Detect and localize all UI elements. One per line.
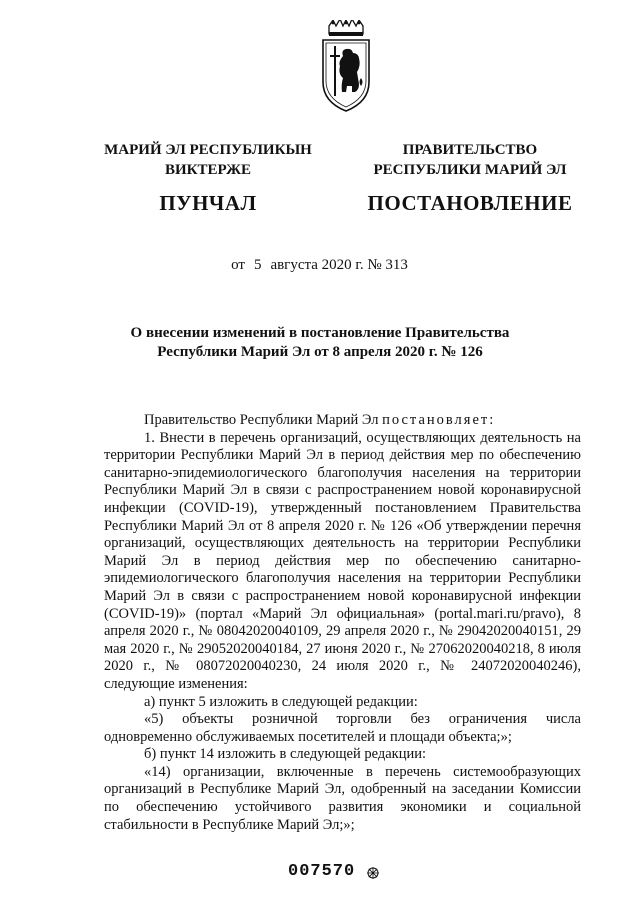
serial-number: 007570 <box>288 862 356 881</box>
document-title <box>70 324 570 362</box>
paragraph-1: 1. Внести в перечень организаций, осуществляющих деятельность на территории Республики Марий Эл в период действия мер по обеспечению санитарно-эпидемиологического благополучия населения на территории Республики Марий Эл в связи с распространением новой коронавирусной инфекции (COVID-19), утвержденный постановлением Правительства Республики Марий Эл от 8 апреля 2020 г. № 126 «Об утверждении перечня организаций, осуществляющих деятельность на территории Республики Марий Эл в период действия мер по обеспечению санитарно-эпидемиологического благополучия населения на территории Республики Марий Эл в связи с распространением новой коронавирусной инфекции (COVID-19)» (портал «Марий Эл официальная» (portal.mari.ru/pravo), 8 апреля 2020 г., № 08042020040109, 29 апреля 2020 г., № 29042020040151, 29 мая 2020 г., № 29052020040184, 27 июня 2020 г., № 27062020040218, 8 июля 2020 г., № 08072020040230, 24 июля 2020 г., № 24072020040246), следующие изменения: <box>104 429 581 692</box>
dateline-from: от <box>231 257 245 273</box>
intro-subject: Правительство Республики Марий Эл <box>144 412 379 428</box>
header-right-russian <box>362 140 578 216</box>
dateline-number: 313 <box>385 257 408 273</box>
dateline-month-year: августа 2020 г. № <box>270 257 382 273</box>
header-right-line2: РЕСПУБЛИКИ МАРИЙ ЭЛ <box>373 162 567 178</box>
title-line2: Республики Марий Эл от 8 апреля 2020 г. № 126 <box>157 344 483 360</box>
paragraph-a: а) пункт 5 изложить в следующей редакции: <box>144 693 418 710</box>
seal-star-icon <box>366 866 380 880</box>
title-line1: О внесении изменений в постановление Правительства <box>130 325 510 341</box>
paragraph-a-text: «5) объекты розничной торговли без ограничения числа одновременно обслуживаемых посетителей и площади объекта;»; <box>104 711 581 745</box>
header-left-mari <box>92 140 324 216</box>
dateline-day: 5 <box>253 257 262 273</box>
intro-verb: постановляет: <box>382 412 496 428</box>
document-dateline <box>0 257 639 274</box>
header-left-doctype: ПУНЧАЛ <box>159 191 257 215</box>
header-left-line1: МАРИЙ ЭЛ РЕСПУБЛИКЫН <box>104 142 312 158</box>
paragraph-b: б) пункт 14 изложить в следующей редакции: <box>144 746 426 763</box>
header-right-line1: ПРАВИТЕЛЬСТВО <box>402 142 538 158</box>
header-left-line2: ВИКТЕРЖЕ <box>164 162 252 178</box>
paragraph-b-text: «14) организации, включенные в перечень системообразующих организаций в Республике Марий Эл, одобренный на заседании Комиссии по обеспечению устойчивого развития экономики и социальной стабильности в Республике Марий Эл;»; <box>104 763 581 833</box>
document-body <box>104 412 581 834</box>
header-right-doctype: ПОСТАНОВЛЕНИЕ <box>367 191 573 215</box>
coat-of-arms-icon <box>321 20 371 112</box>
intro-paragraph <box>104 412 581 430</box>
